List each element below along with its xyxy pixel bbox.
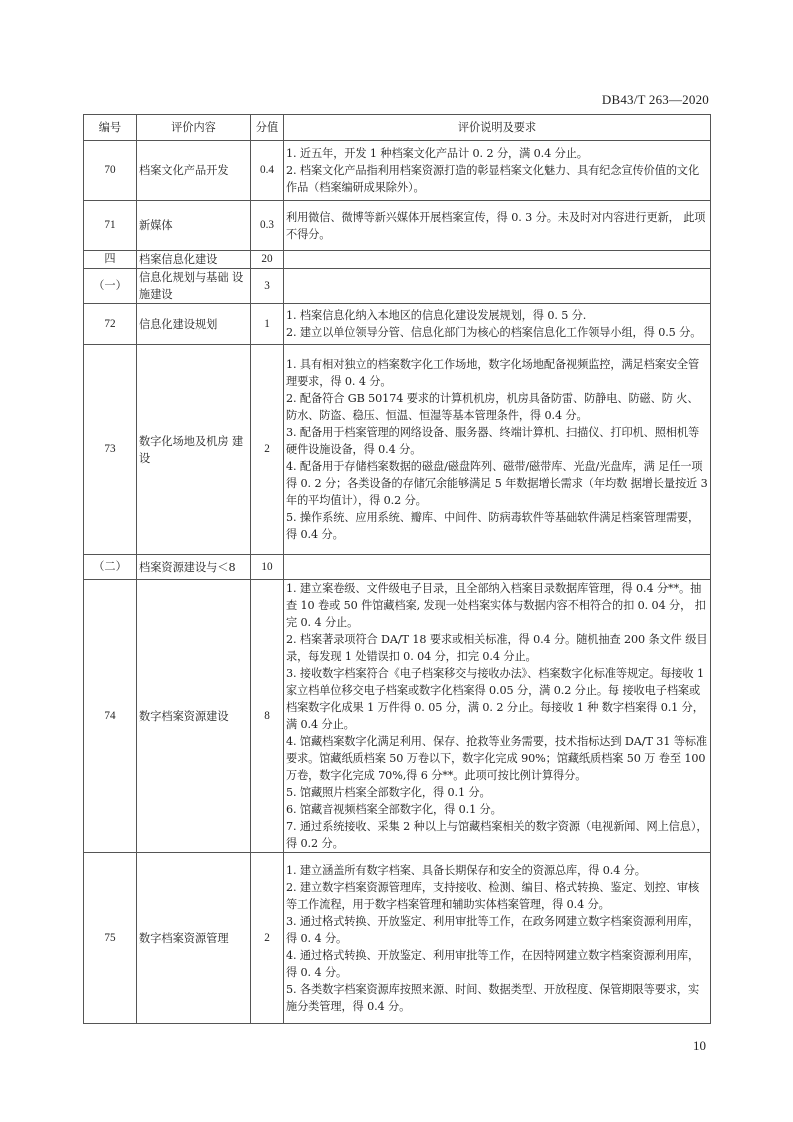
item-number: 四	[84, 251, 137, 269]
table-row	[84, 141, 711, 201]
item-description	[284, 269, 711, 304]
item-number: 75	[84, 853, 137, 1024]
item-description	[284, 141, 711, 201]
item-score: 3	[251, 269, 284, 304]
description-line: 3. 配备用于档案管理的网络设备、服务器、终端计算机、扫描仪、打印机、照相机等硬件设施设备，得 0.4 分。	[286, 426, 700, 456]
item-name: 档案资源建设与＜8	[137, 555, 251, 580]
item-description	[284, 555, 711, 580]
item-number: 73	[84, 345, 137, 555]
item-score: 1	[251, 304, 284, 345]
description-line: 4. 馆藏档案数字化满足利用、保存、抢救等业务需要，技术指标达到 DA/T 31 等标准要求。馆藏纸质档案 50 万卷以下，数字化完成 90%；馆藏纸质档案 50 万 卷至 100 万卷，数字化完成 70%,得 6 分**。此项可按比例计算得分。	[286, 735, 708, 782]
item-score: 2	[251, 345, 284, 555]
item-name: 信息化规划与基础 设施建设	[137, 269, 251, 304]
evaluation-table	[83, 114, 711, 1024]
item-description	[284, 345, 711, 555]
description-line: 6. 馆藏音视频档案全部数字化，得 0.1 分。	[286, 803, 502, 816]
item-description	[284, 304, 711, 345]
item-name: 档案文化产品开发	[137, 141, 251, 201]
item-description	[284, 580, 711, 853]
description-line: 2. 配备符合 GB 50174 要求的计算机机房，机房具备防雷、防静电、防磁、防 火、防水、防盗、稳压、恒温、恒湿等基本管理条件，得 0.4 分。	[286, 392, 699, 422]
item-name: 信息化建设规划	[137, 304, 251, 345]
table-row	[84, 580, 711, 853]
description-line: 1. 近五年，开发 1 种档案文化产品计 0. 2 分，满 0.4 分止。	[286, 147, 588, 160]
table-row	[84, 304, 711, 345]
document-code: DB43/T 263—2020	[601, 92, 709, 107]
description-line: 1. 档案信息化纳入本地区的信息化建设发展规划，得 0. 5 分.	[286, 309, 587, 322]
item-name: 档案信息化建设	[137, 251, 251, 269]
table-row	[84, 555, 711, 580]
item-number: 72	[84, 304, 137, 345]
description-line: 2. 档案文化产品指利用档案资源打造的彰显档案文化魅力、具有纪念宣传价值的文化作品（档案编研成果除外）。	[286, 164, 700, 194]
item-number: 71	[84, 201, 137, 251]
item-score: 2	[251, 853, 284, 1024]
item-description	[284, 201, 711, 251]
item-score: 0.4	[251, 141, 284, 201]
description-line: 3. 通过格式转换、开放鉴定、利用审批等工作，在政务网建立数字档案资源利用库，得 0. 4 分。	[286, 914, 700, 945]
item-score: 20	[251, 251, 284, 269]
description-line: 4. 配备用于存储档案数据的磁盘/磁盘阵列、磁带/磁带库、光盘/光盘库，满 足任一项得 0. 2 分；各类设备的存储冗余能够满足 5 年数据增长需求（年均数 据增长量按近 3 年的平均值计），得 0.2 分。	[286, 460, 708, 507]
item-number: （一）	[84, 269, 137, 304]
description-line: 5. 各类数字档案资源库按照来源、时间、数据类型、开放程度、保管期限等要求，实施分类管理，得 0.4 分。	[286, 982, 700, 1013]
column-header-description: 评价说明及要求	[284, 115, 711, 141]
table-row	[84, 201, 711, 251]
item-number: （二）	[84, 555, 137, 580]
column-header-number: 编号	[84, 115, 137, 141]
item-description	[284, 251, 711, 269]
description-line: 5. 馆藏照片档案全部数字化，得 0.1 分。	[286, 786, 491, 799]
description-line: 5. 操作系统、应用系统、瓣库、中间件、防病毒软件等基础软件满足档案管理需要，得 0.4 分。	[286, 511, 700, 541]
table-header-row	[84, 115, 711, 141]
item-score: 0.3	[251, 201, 284, 251]
description-line: 利用微信、微博等新兴媒体开展档案宣传，得 0. 3 分。未及时对内容进行更新， 此项不得分。	[286, 210, 706, 241]
table-row	[84, 345, 711, 555]
description-line: 1. 具有相对独立的档案数字化工作场地，数字化场地配备视频监控，满足档案安全管理要求，得 0. 4 分。	[286, 358, 700, 388]
table-row	[84, 269, 711, 304]
item-number: 74	[84, 580, 137, 853]
item-name: 数字化场地及机房 建设	[137, 345, 251, 555]
item-name: 数字档案资源管理	[137, 853, 251, 1024]
item-score: 8	[251, 580, 284, 853]
item-name: 新媒体	[137, 201, 251, 251]
item-name: 数字档案资源建设	[137, 580, 251, 853]
description-line: 2. 建立以单位领导分管、信息化部门为核心的档案信息化工作领导小组，得 0.5 分。	[286, 326, 702, 339]
item-score: 10	[251, 555, 284, 580]
column-header-score: 分值	[251, 115, 284, 141]
description-line: 2. 档案著录项符合 DA/T 18 要求或相关标准，得 0.4 分。随机抽查 200 条文件 级目录，每发现 1 处错误扣 0. 04 分，扣完 0.4 分止。	[286, 633, 708, 663]
item-number: 70	[84, 141, 137, 201]
description-line: 3. 接收数字档案符合《电子档案移交与接收办法》、档案数字化标准等规定。每接收 1 家立档单位移交电子档案或数字化档案得 0.05 分，满 0.2 分止。每 接收电子档案或档案数字化成果 1 万件得 0. 05 分，满 0. 2 分止。每接收 1 种 数字档案得 0.1 分，满 0.4 分止。	[286, 667, 704, 731]
description-line: 4. 通过格式转换、开放鉴定、利用审批等工作，在因特网建立数字档案资源利用库，得 0. 4 分。	[286, 948, 700, 979]
table-row	[84, 853, 711, 1024]
column-header-content: 评价内容	[137, 115, 251, 141]
description-line: 1. 建立涵盖所有数字档案、具备长期保存和安全的资源总库，得 0.4 分。	[286, 863, 646, 877]
table-row	[84, 251, 711, 269]
description-line: 7. 通过系统接收、采集 2 种以上与馆藏档案相关的数字资源（电视新闻、网上信息）， 得 0.2 分。	[286, 820, 708, 850]
description-line: 2. 建立数字档案资源管理库，支持接收、检测、编目、格式转换、鉴定、划控、审核等工作流程，用于数字档案管理和辅助实体档案管理，得 0.4 分。	[286, 880, 700, 911]
item-description	[284, 853, 711, 1024]
description-line: 1. 建立案卷级、文件级电子目录，且全部纳入档案目录数据库管理，得 0.4 分**。抽查 10 卷或 50 件馆藏档案, 发现一处档案实体与数据内容不相符合的扣 0. 04 分， 扣完 0. 4 分止。	[286, 582, 706, 629]
page-number: 10	[693, 1038, 706, 1053]
